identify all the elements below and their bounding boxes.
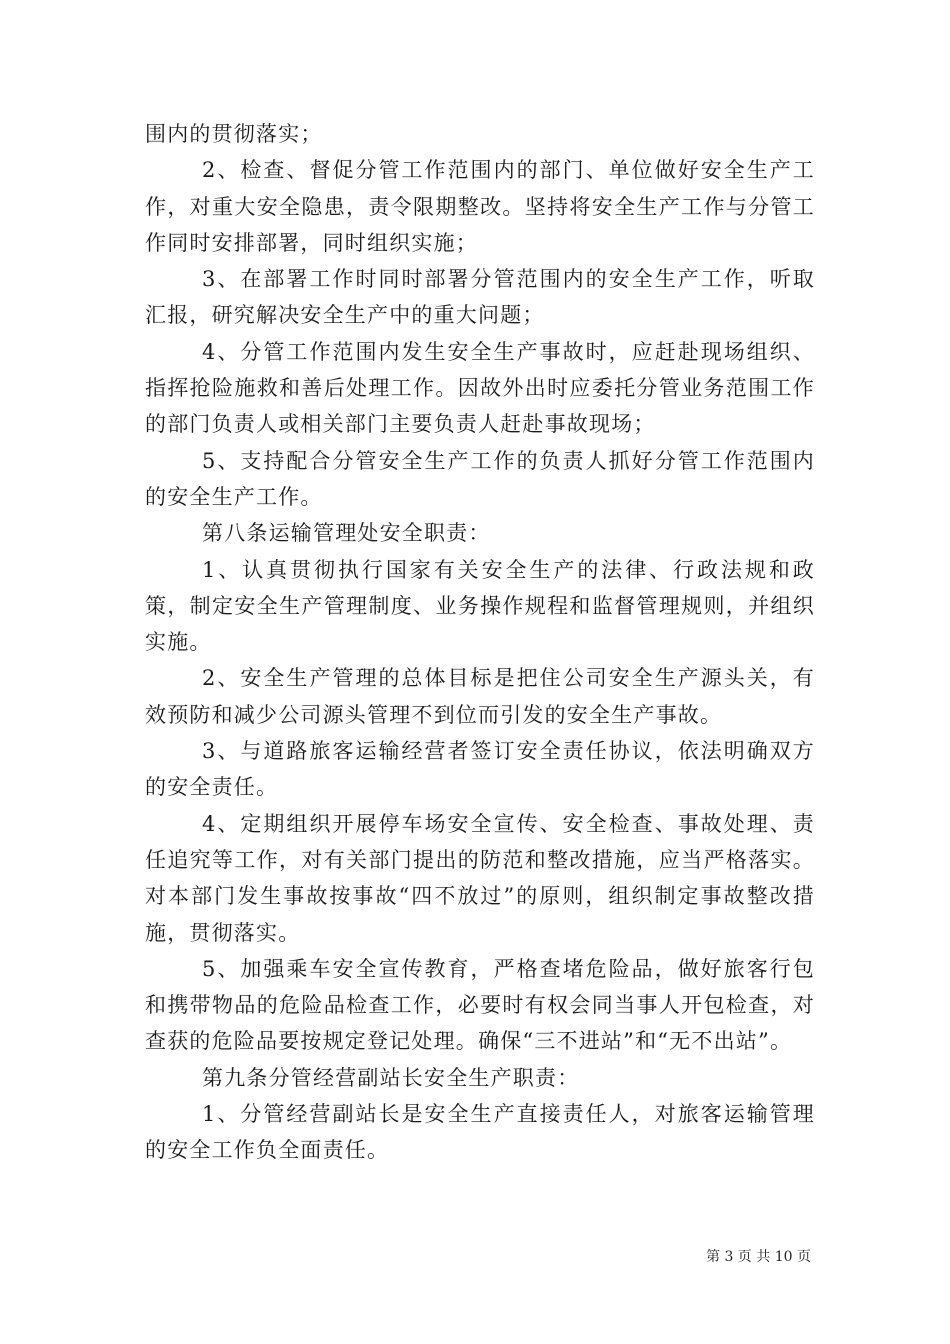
paragraph: 4、定期组织开展停车场安全宣传、安全检查、事故处理、责任追究等工作，对有关部门提出的防范和整改措施，应当严格落实。对本部门发生事故按事故“四不放过”的原则，组织制定事故整改措施，贯彻落实。	[145, 811, 815, 945]
paragraph: 围内的贯彻落实；	[145, 122, 323, 146]
document-body	[145, 116, 815, 1169]
paragraph: 1、认真贯彻执行国家有关安全生产的法律、行政法规和政策，制定安全生产管理制度、业务操作规程和监督管理规则，并组织实施。	[145, 557, 815, 655]
paragraph: 2、检查、督促分管工作范围内的部门、单位做好安全生产工作，对重大安全隐患，责令限期整改。坚持将安全生产工作与分管工作同时安排部署，同时组织实施；	[145, 158, 815, 255]
paragraph: 3、与道路旅客运输经营者签订安全责任协议，依法明确双方的安全责任。	[145, 739, 815, 800]
paragraph: 1、分管经营副站长是安全生产直接责任人，对旅客运输管理的安全工作负全面责任。	[145, 1102, 815, 1163]
paragraph: 4、分管工作范围内发生安全生产事故时，应赶赴现场组织、指挥抢险施救和善后处理工作。因故外出时应委托分管业务范围工作的部门负责人或相关部门主要负责人赶赴事故现场；	[145, 339, 815, 437]
paragraph: 5、支持配合分管安全生产工作的负责人抓好分管工作范围内的安全生产工作。	[145, 448, 815, 509]
paragraph: 5、加强乘车安全宣传教育，严格查堵危险品，做好旅客行包和携带物品的危险品检查工作，必要时有权会同当事人开包检查，对查获的危险品要按规定登记处理。确保“三不进站”和“无不出站”。	[145, 956, 815, 1054]
paragraph: 2、安全生产管理的总体目标是把住公司安全生产源头关，有效预防和减少公司源头管理不到位而引发的安全生产事故。	[145, 666, 815, 727]
section-heading: 第八条运输管理处安全职责：	[202, 521, 491, 546]
page-number: 第 3 页 共 10 页	[706, 1249, 811, 1265]
section-heading: 第九条分管经营副站长安全生产职责：	[202, 1065, 580, 1090]
paragraph: 3、在部署工作时同时部署分管范围内的安全生产工作，听取汇报，研究解决安全生产中的重大问题；	[145, 267, 815, 328]
